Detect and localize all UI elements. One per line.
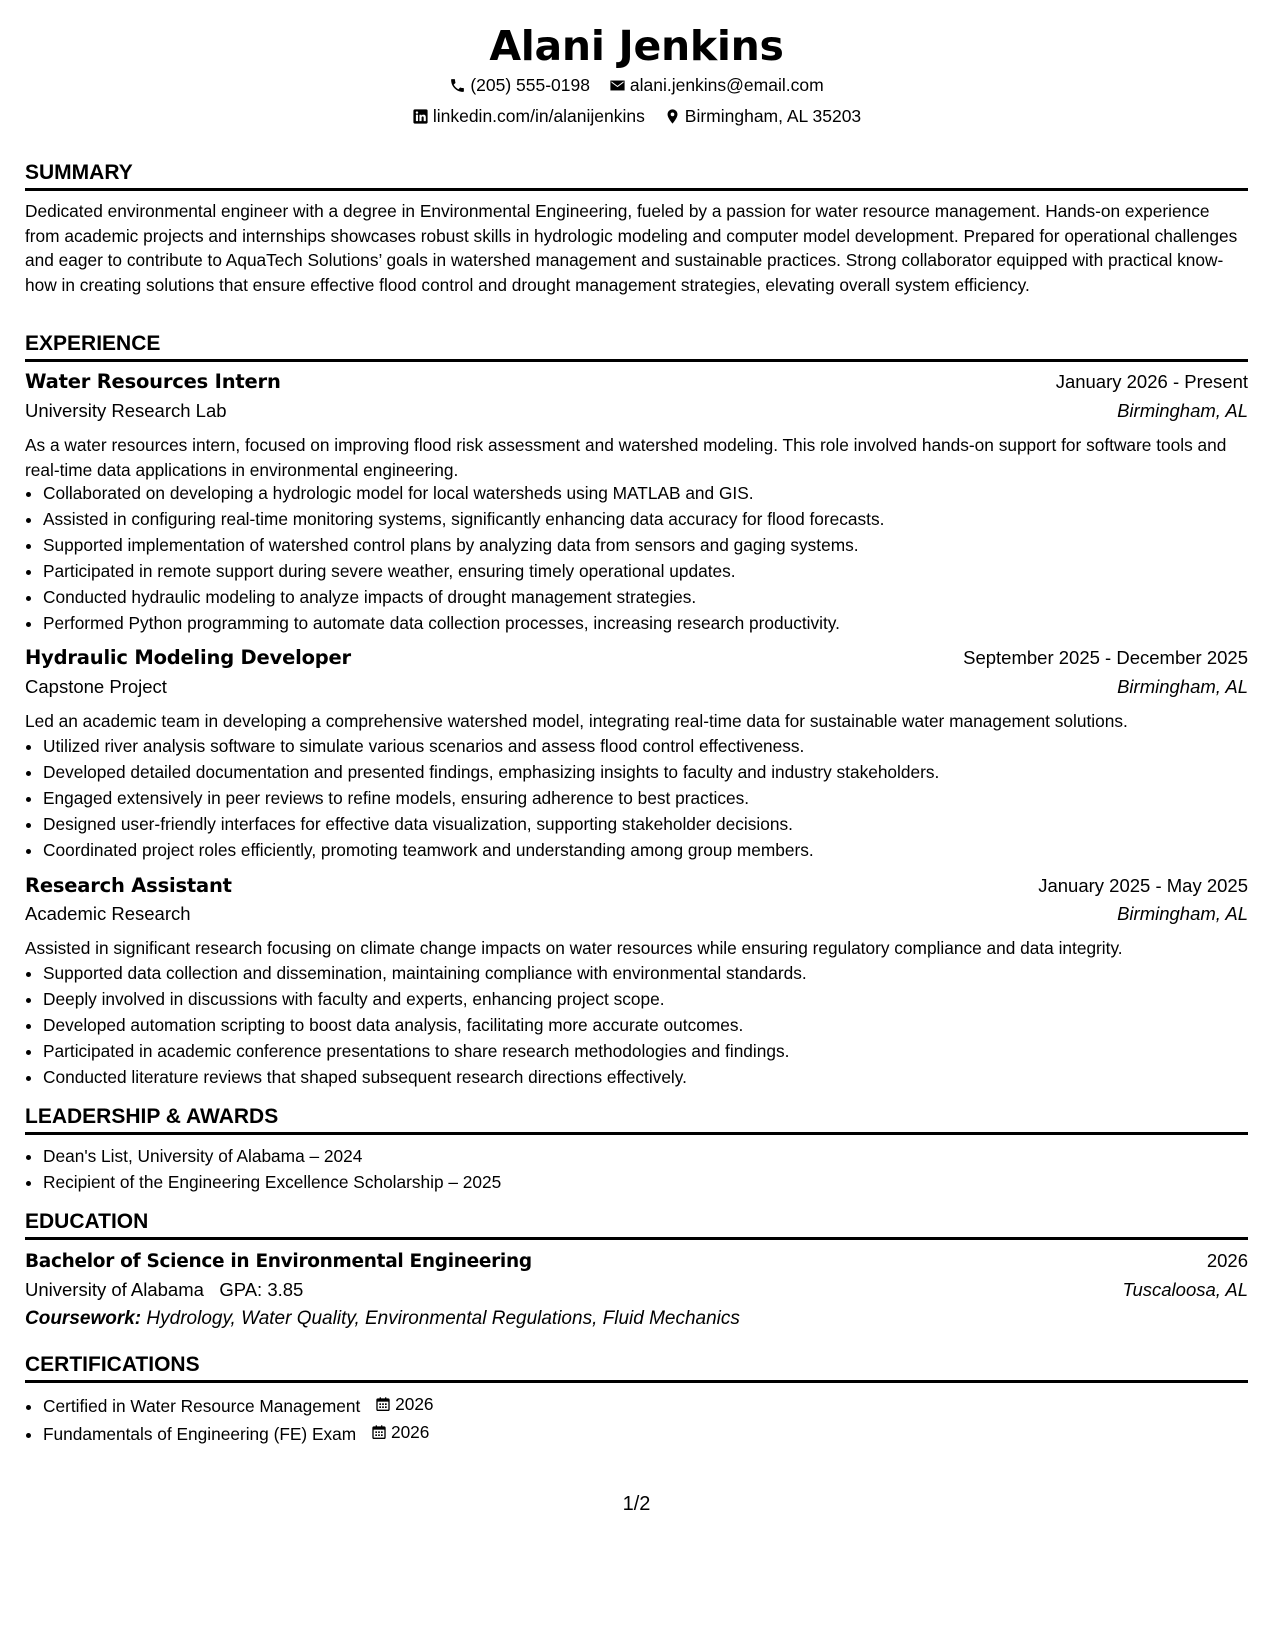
job-bullet-list [25,733,1248,863]
certification-name: Fundamentals of Engineering (FE) Exam [43,1424,357,1444]
section-title-certifications: CERTIFICATIONS [25,1353,1248,1383]
list-item: • Developed automation scripting to boost data analysis, facilitating more accurate outcomes. [43,1012,1248,1038]
list-item: • Designed user-friendly interfaces for effective data visualization, supporting stakeholder decisions. [43,811,1248,837]
job-title: Research Assistant [25,874,232,897]
job-location: Birmingham, AL [1117,400,1248,421]
job-title: Water Resources Intern [25,370,281,393]
candidate-name: Alani Jenkins [489,22,784,70]
certification-year: 2026 [390,1422,430,1442]
list-item: • Developed detailed documentation and presented findings, emphasizing insights to faculty and industry stakeholders. [43,759,1248,785]
list-item: • Conducted hydraulic modeling to analyze impacts of drought management strategies. [43,584,1248,610]
summary-text: Dedicated environmental engineer with a degree in Environmental Engineering, fueled by a passion for water resource management. Hands-on experience from academic projects and internships showcases robust skills in hydrologic modeling and computer model development. Prepared for operational challenges and eager to contribute to AquaTech Solutions’ goals in watershed management and sustainable practices. Strong collaborator equipped with practical know-how in creating solutions that ensure effective flood control and drought management strategies, elevating overall system efficiency. [25,201,1238,295]
list-item: • Recipient of the Engineering Excellence Scholarship – 2025 [43,1169,1248,1195]
certifications-list [25,1391,1248,1447]
job-description: As a water resources intern, focused on improving flood risk assessment and watershed modeling. This role involved hands-on support for software tools and real-time data applications in environmental engineering. [25,435,1227,480]
awards-list [25,1143,1248,1195]
job-organization: University Research Lab [25,400,227,421]
job-subheader [25,903,1248,925]
list-item: • Coordinated project roles efficiently, promoting teamwork and understanding among group members. [43,837,1248,863]
section-title-leadership: LEADERSHIP & AWARDS [25,1105,1248,1135]
list-item: • Collaborated on developing a hydrologic model for local watersheds using MATLAB and GIS. [43,480,1248,506]
job-header [25,874,1248,897]
list-item: • Supported implementation of watershed control plans by analyzing data from sensors and gaging systems. [43,532,1248,558]
certification-name: Certified in Water Resource Management [43,1396,361,1416]
phone-icon [449,77,466,94]
list-item: • Participated in academic conference presentations to share research methodologies and findings. [43,1038,1248,1064]
certification-date [375,1391,433,1417]
job-dates: January 2026 - Present [1055,371,1248,392]
job-dates: September 2025 - December 2025 [963,647,1248,668]
list-item: • Assisted in configuring real-time monitoring systems, significantly enhancing data accuracy for flood forecasts. [43,506,1248,532]
job-bullet-list [25,960,1248,1090]
section-title-summary: SUMMARY [25,161,1248,191]
degree-name: Bachelor of Science in Environmental Engineering [25,1251,532,1272]
job-header [25,646,1248,669]
job-subheader [25,400,1248,422]
location-contact [664,106,861,127]
job-description: Assisted in significant research focusing on climate change impacts on water resources while ensuring regulatory compliance and data integrity. [25,938,1123,958]
certification-date [371,1419,429,1445]
list-item: • Performed Python programming to automate data collection processes, increasing research productivity. [43,610,1248,636]
linkedin-contact[interactable] [412,106,645,127]
job-dates: January 2025 - May 2025 [1038,875,1248,896]
list-item: • Supported data collection and dissemination, maintaining compliance with environmental standards. [43,960,1248,986]
graduation-year: 2026 [1206,1250,1248,1271]
calendar-icon [375,1396,391,1412]
job-title: Hydraulic Modeling Developer [25,646,351,669]
job-description: Led an academic team in developing a comprehensive watershed model, integrating real-time data for sustainable water management solutions. [25,711,1128,731]
coursework [25,1308,740,1330]
page-number: 1/2 [622,1493,651,1515]
job-subheader [25,676,1248,698]
list-item: • Conducted literature reviews that shaped subsequent research directions effectively. [43,1064,1248,1090]
linkedin-icon [412,108,429,125]
email-contact[interactable] [609,75,824,96]
job-organization: Capstone Project [25,676,167,697]
education-header [25,1250,1248,1272]
map-pin-icon [664,108,681,125]
coursework-list: Hydrology, Water Quality, Environmental Regulations, Fluid Mechanics [146,1308,740,1329]
section-title-experience: EXPERIENCE [25,332,1248,362]
phone-number: (205) 555-0198 [470,75,590,95]
job-location: Birmingham, AL [1117,676,1248,697]
school-location: Tuscaloosa, AL [1122,1279,1248,1300]
list-item: • Participated in remote support during severe weather, ensuring timely operational updates. [43,558,1248,584]
email-address[interactable]: alani.jenkins@email.com [629,75,824,95]
calendar-icon [371,1424,387,1440]
envelope-icon [609,77,626,94]
list-item: • Utilized river analysis software to simulate various scenarios and assess flood control effectiveness. [43,733,1248,759]
contact-line-2 [25,106,1248,130]
job-location: Birmingham, AL [1117,903,1248,924]
list-item: • Deeply involved in discussions with faculty and experts, enhancing project scope. [43,986,1248,1012]
job-organization: Academic Research [25,903,191,924]
contact-line-1 [25,75,1248,99]
list-item [43,1419,1248,1447]
coursework-label: Coursework: [25,1308,142,1329]
phone-contact [449,75,590,96]
job-header [25,370,1248,393]
job-bullet-list [25,480,1248,636]
school-name: University of Alabama [25,1279,204,1300]
linkedin-url[interactable]: linkedin.com/in/alanijenkins [432,106,645,126]
section-title-education: EDUCATION [25,1210,1248,1240]
gpa: GPA: 3.85 [219,1279,304,1300]
list-item: • Dean's List, University of Alabama – 2024 [43,1143,1248,1169]
education-subheader [25,1279,1248,1301]
resume-page [25,0,1248,1650]
location-text: Birmingham, AL 35203 [684,106,862,126]
certification-year: 2026 [395,1394,434,1414]
list-item: • Engaged extensively in peer reviews to refine models, ensuring adherence to best practices. [43,785,1248,811]
school-info [25,1279,303,1301]
list-item [43,1391,1248,1419]
